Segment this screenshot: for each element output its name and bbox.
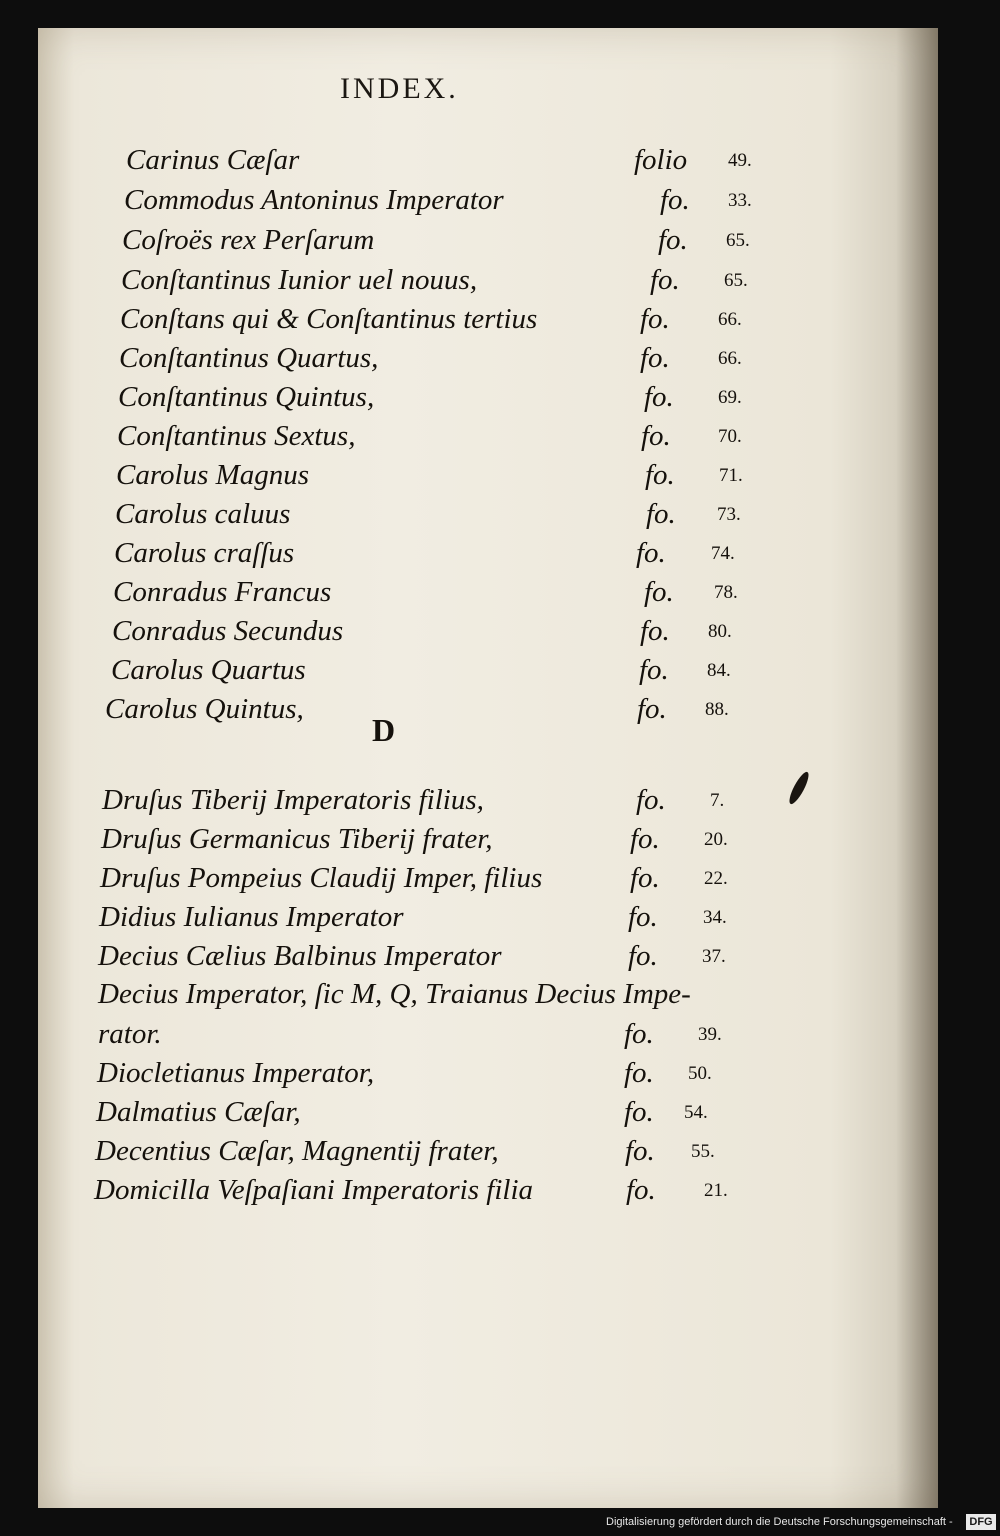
entry-name: Carolus Magnus	[116, 459, 310, 491]
entry-folio-label: fo.	[658, 224, 688, 256]
ink-blot	[786, 770, 812, 806]
digitization-credit: Digitalisierung gefördert durch die Deutsche Forschungsgemeinschaft -	[606, 1516, 953, 1528]
entry-name: Dalmatius Cæſar,	[96, 1096, 301, 1128]
entry-folio-label: fo.	[660, 184, 690, 216]
entry-name: Domicilla Veſpaſiani Imperatoris filia	[94, 1174, 534, 1206]
entry-folio-label: fo.	[625, 1135, 655, 1167]
index-entry	[117, 420, 757, 454]
entry-folio-label: fo.	[640, 303, 670, 335]
dfg-logo: DFG	[966, 1514, 996, 1530]
page-spine-shadow	[896, 28, 938, 1508]
entry-page: 33.	[728, 190, 752, 211]
entry-name: Didius Iulianus Imperator	[99, 901, 404, 933]
entry-folio-label: fo.	[640, 342, 670, 374]
entry-folio-label: folio	[634, 144, 688, 176]
index-entry	[111, 654, 751, 688]
entry-name: Druſus Germanicus Tiberij frater,	[101, 823, 493, 855]
entry-page: 71.	[719, 465, 743, 486]
entry-name: Carinus Cæſar	[126, 144, 300, 176]
entry-page: 34.	[703, 907, 727, 928]
index-entry	[115, 498, 755, 532]
entry-page: 54.	[684, 1102, 708, 1123]
index-entry	[98, 940, 758, 974]
entry-name: Druſus Pompeius Claudij Imper, filius	[100, 862, 543, 894]
entry-name: Carolus Quintus,	[105, 693, 304, 725]
entry-page: 73.	[717, 504, 741, 525]
index-entry	[99, 901, 759, 935]
entry-page: 7.	[710, 790, 725, 811]
entry-name: Conſtantinus Quintus,	[118, 381, 375, 413]
entry-folio-label: fo.	[624, 1057, 654, 1089]
entry-name: Conſtantinus Sextus,	[117, 420, 356, 452]
entry-folio-label: fo.	[636, 784, 666, 816]
entry-page: 65.	[726, 230, 750, 251]
entry-name: Conſtantinus Quartus,	[119, 342, 379, 374]
index-entry	[120, 303, 760, 337]
entry-name: Commodus Antoninus Imperator	[124, 184, 504, 216]
index-entry	[105, 693, 745, 727]
entry-page: 74.	[711, 543, 735, 564]
index-entry	[116, 459, 756, 493]
decius-entry-line: Decius Imperator, ſic M, Q, Traianus Decius Impe-	[98, 978, 691, 1010]
index-entry	[122, 224, 762, 258]
entry-name: Carolus caluus	[115, 498, 291, 530]
index-entry	[114, 537, 754, 571]
entry-name: Conradus Secundus	[112, 615, 344, 647]
index-entry	[98, 1018, 758, 1052]
entry-folio-label: fo.	[624, 1018, 654, 1050]
entry-page: 78.	[714, 582, 738, 603]
entry-page: 21.	[704, 1180, 728, 1201]
index-entry	[113, 576, 753, 610]
entry-folio-label: fo.	[640, 615, 670, 647]
index-entry	[94, 1174, 754, 1208]
entry-folio-label: fo.	[630, 823, 660, 855]
entry-folio-label: fo.	[644, 576, 674, 608]
entry-folio-label: fo.	[650, 264, 680, 296]
entry-name: Decentius Cæſar, Magnentij frater,	[95, 1135, 499, 1167]
entry-name: Conradus Francus	[113, 576, 332, 608]
entry-page: 22.	[704, 868, 728, 889]
entry-folio-label: fo.	[636, 537, 666, 569]
entry-page: 84.	[707, 660, 731, 681]
entry-page: 20.	[704, 829, 728, 850]
entry-name: Coſroës rex Perſarum	[122, 224, 375, 256]
entry-folio-label: fo.	[624, 1096, 654, 1128]
entry-name: Conſtans qui & Conſtantinus tertius	[120, 303, 538, 335]
entry-name: Carolus Quartus	[111, 654, 306, 686]
entry-folio-label: fo.	[637, 693, 667, 725]
entry-folio-label: fo.	[626, 1174, 656, 1206]
index-entry	[101, 823, 761, 857]
index-entry	[97, 1057, 757, 1091]
entry-name: Druſus Tiberij Imperatoris filius,	[102, 784, 484, 816]
section-letter: D	[372, 712, 396, 748]
entry-page: 69.	[718, 387, 742, 408]
index-entry	[112, 615, 752, 649]
entry-page: 66.	[718, 348, 742, 369]
entry-name: Decius Cælius Balbinus Imperator	[98, 940, 502, 972]
entry-page: 70.	[718, 426, 742, 447]
entry-page: 39.	[698, 1024, 722, 1045]
index-entry	[119, 342, 759, 376]
entry-folio-label: fo.	[645, 459, 675, 491]
index-entry	[100, 862, 760, 896]
entry-folio-label: fo.	[628, 901, 658, 933]
entry-page: 49.	[728, 150, 752, 171]
entry-name: Diocletianus Imperator,	[97, 1057, 375, 1089]
entry-page: 37.	[702, 946, 726, 967]
index-entry	[124, 184, 764, 218]
entry-page: 80.	[708, 621, 732, 642]
entry-page: 55.	[691, 1141, 715, 1162]
entry-page: 88.	[705, 699, 729, 720]
index-entry	[102, 784, 762, 818]
entry-name: Carolus craſſus	[114, 537, 295, 569]
entry-folio-label: fo.	[630, 862, 660, 894]
entry-folio-label: fo.	[628, 940, 658, 972]
index-entry	[118, 381, 758, 415]
index-entry	[95, 1135, 755, 1169]
entry-folio-label: fo.	[641, 420, 671, 452]
index-entry	[126, 144, 766, 178]
index-entry	[96, 1096, 756, 1130]
entry-page: 50.	[688, 1063, 712, 1084]
index-entry	[121, 264, 761, 298]
entry-folio-label: fo.	[646, 498, 676, 530]
entry-page: 66.	[718, 309, 742, 330]
entry-folio-label: fo.	[639, 654, 669, 686]
entry-name: rator.	[98, 1018, 162, 1050]
entry-name: Conſtantinus Iunior uel nouus,	[121, 264, 478, 296]
page-header: INDEX.	[340, 72, 459, 105]
entry-folio-label: fo.	[644, 381, 674, 413]
entry-page: 65.	[724, 270, 748, 291]
